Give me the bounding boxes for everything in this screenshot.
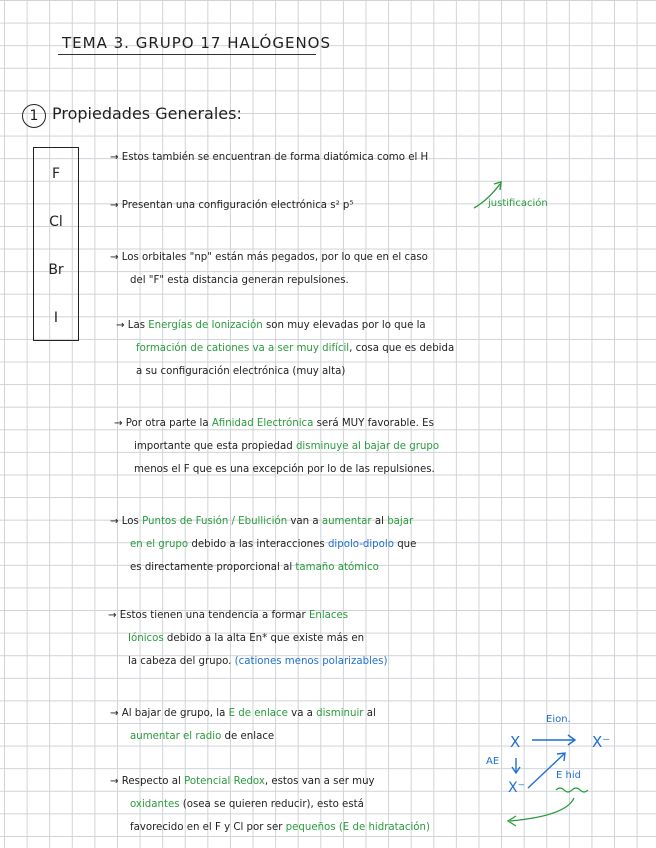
note-segment: , cosa que es debida bbox=[349, 343, 455, 354]
note-paragraph bbox=[110, 194, 353, 217]
element-iodine: I bbox=[53, 310, 59, 326]
note-paragraph bbox=[114, 412, 439, 481]
note-segment: → Las bbox=[116, 320, 149, 331]
note-paragraph bbox=[108, 604, 387, 673]
note-segment: Afinidad Electrónica bbox=[211, 418, 314, 429]
note-segment: debido a la alta En* que existe más en bbox=[163, 633, 365, 644]
note-segment: del "F" esta distancia generan repulsiones. bbox=[130, 275, 349, 286]
note-segment: será MUY favorable. Es bbox=[313, 418, 434, 429]
note-segment: → Al bajar de grupo, la bbox=[110, 708, 229, 719]
note-segment: Puntos de Fusión / Ebullición bbox=[142, 516, 288, 527]
note-segment: aumentar el radio bbox=[130, 731, 222, 742]
note-segment: → Estos también se encuentran de forma diatómica como el H bbox=[110, 152, 429, 163]
note-line bbox=[110, 194, 353, 217]
note-segment: Energías de Ionización bbox=[148, 320, 263, 331]
note-line bbox=[114, 412, 439, 435]
page-title: TEMA 3. GRUPO 17 HALÓGENOS bbox=[62, 34, 332, 52]
note-segment: son muy elevadas por lo que la bbox=[262, 320, 426, 331]
note-segment: al bbox=[363, 708, 376, 719]
cycle-x-top-left: X bbox=[510, 733, 521, 751]
note-line bbox=[110, 533, 416, 556]
section-number: 1 bbox=[22, 104, 46, 128]
note-segment: formación de cationes va a ser muy difícil bbox=[136, 343, 350, 354]
note-segment: importante que esta propiedad bbox=[134, 441, 296, 452]
note-paragraph bbox=[110, 770, 430, 839]
note-segment: de enlace bbox=[221, 731, 275, 742]
note-segment: que bbox=[393, 539, 417, 550]
cycle-label-ae: AE bbox=[486, 756, 500, 767]
element-bromine: Br bbox=[48, 262, 64, 278]
cycle-arrows bbox=[470, 720, 656, 830]
note-segment: oxidantes bbox=[130, 799, 180, 810]
note-segment: bajar bbox=[387, 516, 414, 527]
note-segment: pequeños (E de hidratación) bbox=[285, 822, 430, 833]
cycle-x-bottom: X⁻ bbox=[508, 780, 525, 796]
note-paragraph bbox=[110, 702, 376, 748]
note-line bbox=[110, 770, 430, 793]
note-segment: a su configuración electrónica (muy alta) bbox=[136, 366, 346, 377]
note-segment: aumentar bbox=[321, 516, 372, 527]
note-segment: va a bbox=[287, 708, 317, 719]
note-segment: la cabeza del grupo. bbox=[128, 656, 235, 667]
note-paragraph bbox=[116, 314, 454, 383]
justification-note: justificación bbox=[488, 198, 548, 209]
cycle-x-top-right: X⁻ bbox=[592, 733, 611, 751]
note-segment: → Los bbox=[110, 516, 143, 527]
note-line bbox=[110, 146, 428, 169]
note-line bbox=[110, 246, 428, 269]
note-paragraph bbox=[110, 146, 428, 169]
note-line bbox=[114, 435, 439, 458]
note-line bbox=[116, 337, 454, 360]
title-underline bbox=[58, 54, 316, 55]
note-segment: disminuye al bajar de grupo bbox=[295, 441, 440, 452]
note-segment: → Los orbitales "np" están más pegados, por lo que en el caso bbox=[110, 252, 428, 263]
note-line bbox=[108, 650, 387, 673]
note-line bbox=[110, 556, 416, 579]
note-line bbox=[110, 725, 376, 748]
section-title: Propiedades Generales: bbox=[52, 104, 242, 123]
note-paragraph bbox=[110, 510, 416, 579]
cycle-label-ehid: E hid bbox=[556, 770, 581, 781]
note-segment: disminuir bbox=[316, 708, 364, 719]
note-line bbox=[110, 269, 428, 292]
note-segment: → Por otra parte la bbox=[114, 418, 212, 429]
cycle-label-eion: Eion. bbox=[546, 714, 571, 725]
note-segment: en el grupo bbox=[130, 539, 189, 550]
note-line bbox=[108, 604, 387, 627]
note-segment: favorecido en el F y Cl por ser bbox=[130, 822, 286, 833]
note-line bbox=[108, 627, 387, 650]
note-segment: E de enlace bbox=[228, 708, 288, 719]
element-chlorine: Cl bbox=[49, 214, 63, 230]
note-line bbox=[114, 458, 439, 481]
note-segment: → Respecto al bbox=[110, 776, 185, 787]
note-segment: → Presentan una configuración electrónica s² p⁵ bbox=[110, 200, 354, 211]
note-segment: , estos van a ser muy bbox=[264, 776, 375, 787]
note-segment: debido a las interacciones bbox=[188, 539, 328, 550]
element-fluorine: F bbox=[51, 166, 61, 182]
note-line bbox=[110, 510, 416, 533]
note-segment: dipolo-dipolo bbox=[327, 539, 394, 550]
note-paragraph bbox=[110, 246, 428, 292]
justification-arrow bbox=[470, 178, 510, 212]
note-line bbox=[110, 816, 430, 839]
note-segment: es directamente proporcional al bbox=[130, 562, 296, 573]
note-line bbox=[116, 360, 454, 383]
note-segment: Enlaces bbox=[308, 610, 349, 621]
note-segment: tamaño atómico bbox=[295, 562, 379, 573]
note-line bbox=[110, 702, 376, 725]
elements-column bbox=[33, 147, 79, 341]
note-segment: Potencial Redox bbox=[184, 776, 265, 787]
note-segment: van a bbox=[287, 516, 322, 527]
note-line bbox=[110, 793, 430, 816]
note-segment: (osea se quieren reducir), esto está bbox=[179, 799, 364, 810]
note-line bbox=[116, 314, 454, 337]
note-segment: (cationes menos polarizables) bbox=[234, 656, 388, 667]
note-segment: menos el F que es una excepción por lo de las repulsiones. bbox=[134, 464, 435, 475]
note-segment: → Estos tienen una tendencia a formar bbox=[108, 610, 309, 621]
note-segment: Iónicos bbox=[128, 633, 164, 644]
note-segment: al bbox=[371, 516, 388, 527]
